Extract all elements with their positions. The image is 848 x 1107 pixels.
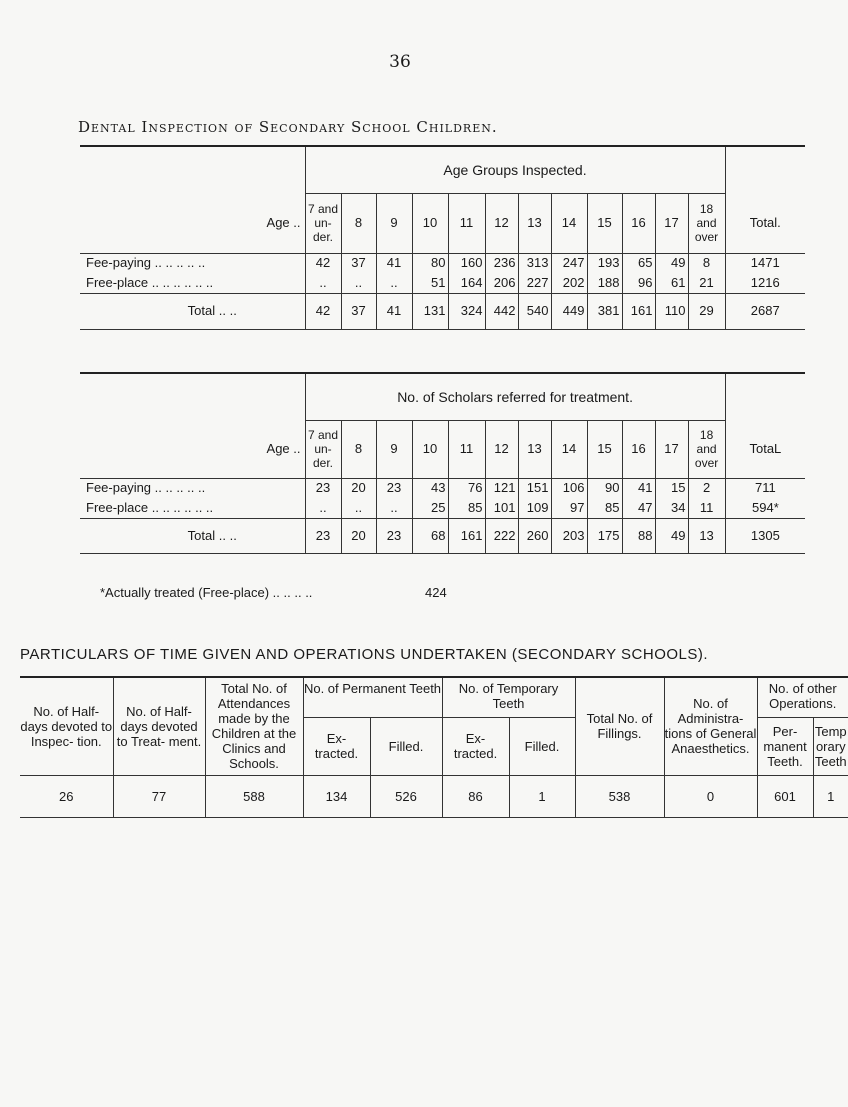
temp-filled-header: Filled. xyxy=(509,717,575,775)
value-cell: 47 xyxy=(622,498,655,518)
footnote xyxy=(100,585,447,600)
table1-heading: Dental Inspection of Secondary School Children. xyxy=(78,118,498,136)
other-permanent-value: 601 xyxy=(757,775,813,817)
value-cell: 88 xyxy=(622,518,655,553)
value-cell: 29 xyxy=(688,293,725,329)
value-cell: 206 xyxy=(485,273,518,293)
age-col: 17 xyxy=(655,420,688,478)
age-header-spacer xyxy=(80,373,305,420)
value-cell: 13 xyxy=(688,518,725,553)
value-cell: 203 xyxy=(551,518,587,553)
age-col: 11 xyxy=(448,420,485,478)
value-cell: 381 xyxy=(587,293,622,329)
footnote-value: 424 xyxy=(425,585,447,600)
age-label: Age .. xyxy=(80,420,305,478)
value-cell: 20 xyxy=(341,478,376,498)
row-label: Free-place .. .. .. .. .. .. xyxy=(80,273,305,293)
half-days-inspection-value: 26 xyxy=(20,775,113,817)
age-col: 8 xyxy=(341,420,376,478)
value-cell: 442 xyxy=(485,293,518,329)
value-cell: 540 xyxy=(518,293,551,329)
value-cell: 96 xyxy=(622,273,655,293)
page-number: 36 xyxy=(389,52,411,72)
age-col: 13 xyxy=(518,193,551,253)
value-cell: 41 xyxy=(376,253,412,273)
half-days-treatment-header: No. of Half-days devoted to Treat- ment. xyxy=(113,677,205,775)
value-cell: 227 xyxy=(518,273,551,293)
value-cell: 202 xyxy=(551,273,587,293)
value-cell: 37 xyxy=(341,253,376,273)
value-cell: 49 xyxy=(655,518,688,553)
value-cell: 11 xyxy=(688,498,725,518)
value-cell: 90 xyxy=(587,478,622,498)
value-cell: 193 xyxy=(587,253,622,273)
value-cell: 43 xyxy=(412,478,448,498)
row-total: 594* xyxy=(725,498,805,518)
value-cell: 151 xyxy=(518,478,551,498)
anaesthetics-value: 0 xyxy=(664,775,757,817)
temp-extracted-value: 86 xyxy=(442,775,509,817)
age-col: 9 xyxy=(376,420,412,478)
value-cell: 42 xyxy=(305,293,341,329)
value-cell: 164 xyxy=(448,273,485,293)
row-label: Fee-paying .. .. .. .. .. xyxy=(80,253,305,273)
temp-filled-value: 1 xyxy=(509,775,575,817)
age-col: 18 and over xyxy=(688,420,725,478)
value-cell: 80 xyxy=(412,253,448,273)
age-groups-inspected-table xyxy=(80,145,805,330)
value-cell: 121 xyxy=(485,478,518,498)
value-cell: 23 xyxy=(305,478,341,498)
age-col: 12 xyxy=(485,420,518,478)
value-cell: 106 xyxy=(551,478,587,498)
row-label: Free-place .. .. .. .. .. .. xyxy=(80,498,305,518)
value-cell: 25 xyxy=(412,498,448,518)
value-cell: 131 xyxy=(412,293,448,329)
value-cell: 41 xyxy=(376,293,412,329)
age-col: 18 and over xyxy=(688,193,725,253)
value-cell: 49 xyxy=(655,253,688,273)
value-cell: 324 xyxy=(448,293,485,329)
perm-extracted-value: 134 xyxy=(303,775,370,817)
perm-filled-header: Filled. xyxy=(370,717,442,775)
total-header-spacer xyxy=(725,373,805,420)
age-col: 10 xyxy=(412,420,448,478)
total-header: TotaL xyxy=(725,420,805,478)
value-cell: 85 xyxy=(587,498,622,518)
half-days-inspection-header: No. of Half-days devoted to Inspec- tion. xyxy=(20,677,113,775)
value-cell: 20 xyxy=(341,518,376,553)
value-cell: 15 xyxy=(655,478,688,498)
half-days-treatment-value: 77 xyxy=(113,775,205,817)
value-cell: 449 xyxy=(551,293,587,329)
value-cell: 61 xyxy=(655,273,688,293)
row-label: Fee-paying .. .. .. .. .. xyxy=(80,478,305,498)
value-cell: 175 xyxy=(587,518,622,553)
value-cell: 42 xyxy=(305,253,341,273)
value-cell: 101 xyxy=(485,498,518,518)
age-col: 7 and un- der. xyxy=(305,193,341,253)
fillings-header: Total No. of Fillings. xyxy=(575,677,664,775)
value-cell: 313 xyxy=(518,253,551,273)
age-col: 10 xyxy=(412,193,448,253)
value-cell: 222 xyxy=(485,518,518,553)
age-col: 16 xyxy=(622,420,655,478)
total-header: Total. xyxy=(725,193,805,253)
value-cell: .. xyxy=(376,498,412,518)
anaesthetics-header: No. of Administra- tions of General Anaesthetics. xyxy=(664,677,757,775)
total-header-spacer xyxy=(725,146,805,193)
table3-heading: PARTICULARS OF TIME GIVEN AND OPERATIONS UNDERTAKEN (SECONDARY SCHOOLS). xyxy=(20,646,709,663)
value-cell: 68 xyxy=(412,518,448,553)
value-cell: 236 xyxy=(485,253,518,273)
temporary-teeth-header: No. of Temporary Teeth xyxy=(442,677,575,717)
group-title: Age Groups Inspected. xyxy=(305,146,725,193)
fillings-value: 538 xyxy=(575,775,664,817)
age-col: 15 xyxy=(587,193,622,253)
value-cell: 41 xyxy=(622,478,655,498)
age-col: 12 xyxy=(485,193,518,253)
value-cell: 21 xyxy=(688,273,725,293)
age-col: 17 xyxy=(655,193,688,253)
value-cell: 110 xyxy=(655,293,688,329)
permanent-teeth-header: No. of Permanent Teeth xyxy=(303,677,442,717)
value-cell: 109 xyxy=(518,498,551,518)
age-header-spacer xyxy=(80,146,305,193)
attendances-value: 588 xyxy=(205,775,303,817)
value-cell: 260 xyxy=(518,518,551,553)
value-cell: 37 xyxy=(341,293,376,329)
value-cell: 161 xyxy=(622,293,655,329)
total-row-label: Total .. .. xyxy=(80,293,305,329)
attendances-header: Total No. of Attendances made by the Children at the Clinics and Schools. xyxy=(205,677,303,775)
age-label: Age .. xyxy=(80,193,305,253)
footnote-text: *Actually treated (Free-place) .. .. .. .. xyxy=(100,585,313,600)
value-cell: 51 xyxy=(412,273,448,293)
scholars-referred-table xyxy=(80,372,805,554)
value-cell: 161 xyxy=(448,518,485,553)
value-cell: 65 xyxy=(622,253,655,273)
value-cell: .. xyxy=(341,273,376,293)
age-col: 14 xyxy=(551,193,587,253)
perm-extracted-header: Ex- tracted. xyxy=(303,717,370,775)
other-permanent-header: Per- manent Teeth. xyxy=(757,717,813,775)
value-cell: 247 xyxy=(551,253,587,273)
value-cell: 8 xyxy=(688,253,725,273)
age-col: 15 xyxy=(587,420,622,478)
value-cell: 23 xyxy=(376,518,412,553)
value-cell: 97 xyxy=(551,498,587,518)
total-row-label: Total .. .. xyxy=(80,518,305,553)
row-total: 1305 xyxy=(725,518,805,553)
value-cell: 160 xyxy=(448,253,485,273)
value-cell: 2 xyxy=(688,478,725,498)
row-total: 1471 xyxy=(725,253,805,273)
temp-extracted-header: Ex- tracted. xyxy=(442,717,509,775)
perm-filled-value: 526 xyxy=(370,775,442,817)
row-total: 1216 xyxy=(725,273,805,293)
value-cell: .. xyxy=(305,498,341,518)
age-col: 9 xyxy=(376,193,412,253)
other-operations-header: No. of other Operations. xyxy=(757,677,848,717)
group-title: No. of Scholars referred for treatment. xyxy=(305,373,725,420)
row-total: 2687 xyxy=(725,293,805,329)
age-col: 11 xyxy=(448,193,485,253)
operations-table xyxy=(20,676,848,818)
other-temporary-value: 1 xyxy=(813,775,848,817)
age-col: 13 xyxy=(518,420,551,478)
value-cell: 34 xyxy=(655,498,688,518)
value-cell: 76 xyxy=(448,478,485,498)
value-cell: 23 xyxy=(376,478,412,498)
value-cell: 23 xyxy=(305,518,341,553)
value-cell: .. xyxy=(341,498,376,518)
age-col: 16 xyxy=(622,193,655,253)
value-cell: 188 xyxy=(587,273,622,293)
value-cell: 85 xyxy=(448,498,485,518)
age-col: 14 xyxy=(551,420,587,478)
value-cell: .. xyxy=(305,273,341,293)
age-col: 8 xyxy=(341,193,376,253)
age-col: 7 and un- der. xyxy=(305,420,341,478)
value-cell: .. xyxy=(376,273,412,293)
row-total: 711 xyxy=(725,478,805,498)
other-temporary-header: Temp orary Teeth xyxy=(813,717,848,775)
